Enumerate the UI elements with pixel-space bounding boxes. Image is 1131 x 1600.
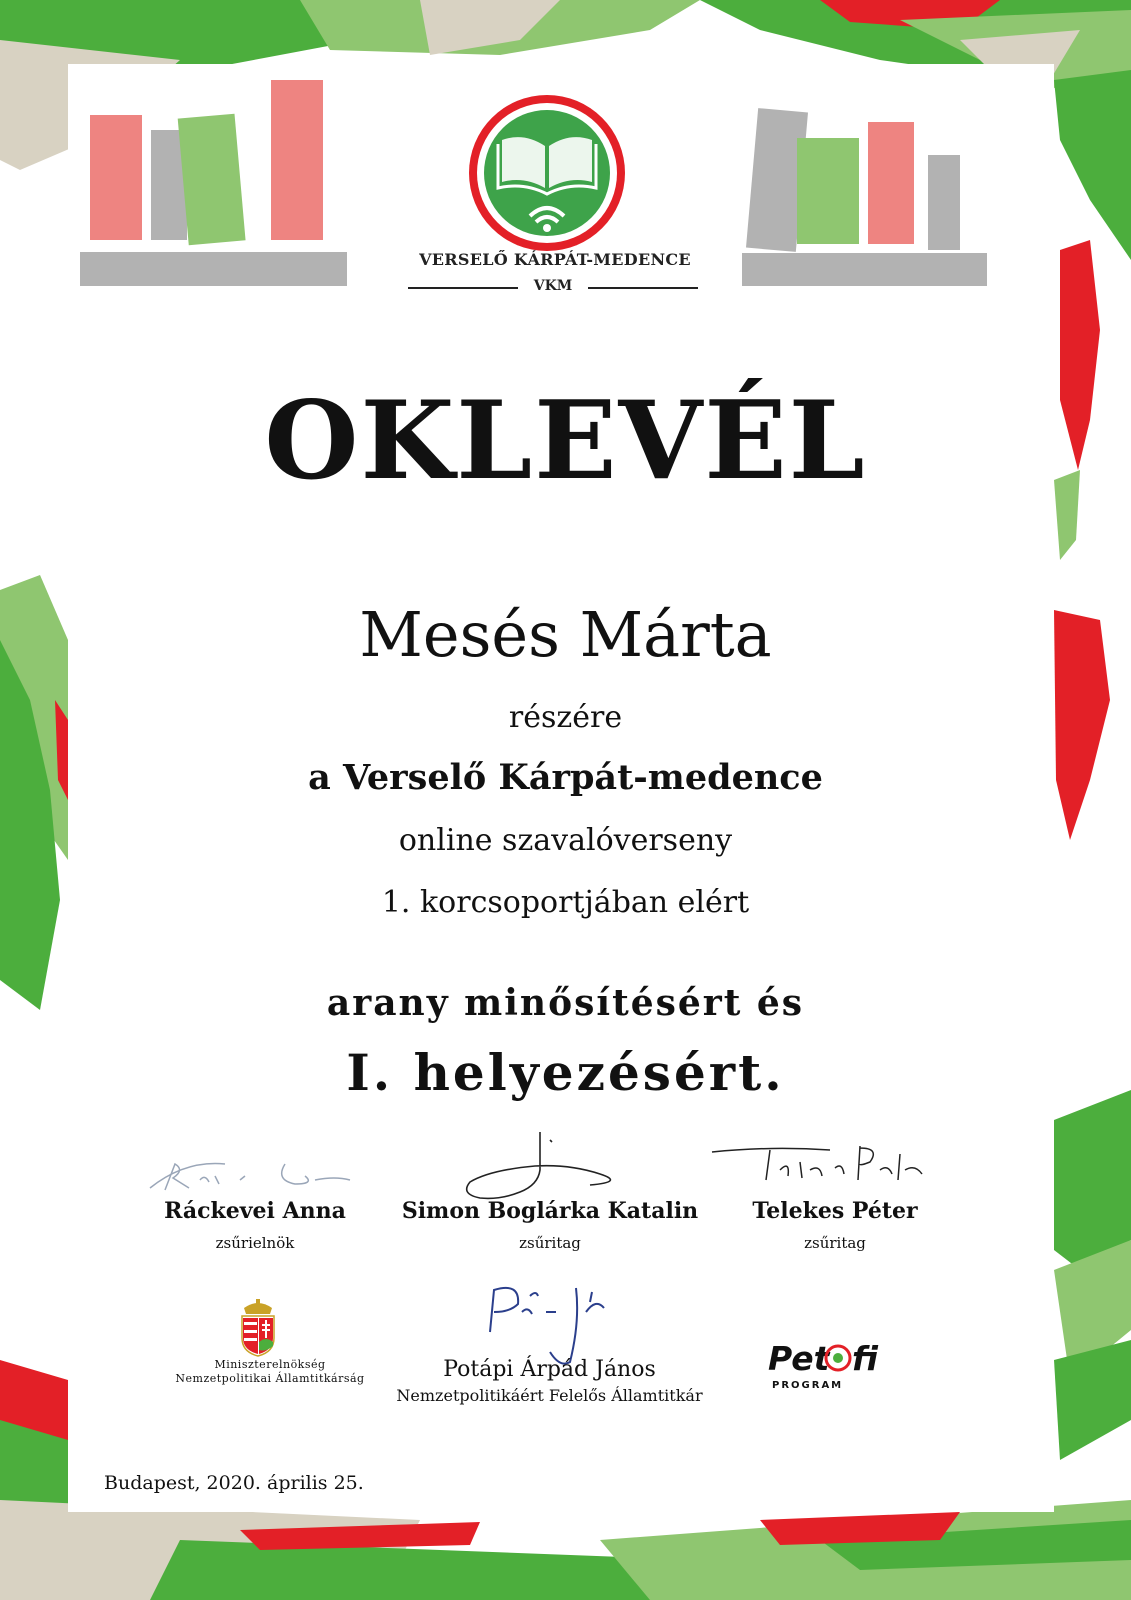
svg-text:fi: fi bbox=[852, 1339, 878, 1378]
signatory-role: zsűritag bbox=[519, 1234, 581, 1252]
signatory-3 bbox=[725, 1198, 945, 1252]
certificate-title: OKLEVÉL bbox=[264, 378, 867, 504]
ministry-line-2: Nemzetpolitikai Államtitkárság bbox=[175, 1372, 365, 1385]
award-line: arany minősítésért és bbox=[326, 982, 805, 1024]
text-line: a Verselő Kárpát-medence bbox=[308, 757, 823, 798]
logo-abbreviation: VKM bbox=[408, 278, 698, 294]
signatory-name: Simon Boglárka Katalin bbox=[401, 1198, 699, 1224]
placement-line: I. helyezésért. bbox=[346, 1043, 785, 1102]
svg-text:PROGRAM: PROGRAM bbox=[772, 1380, 844, 1391]
signatory-role: zsűrielnök bbox=[215, 1234, 295, 1252]
text-line: online szavalóverseny bbox=[398, 823, 733, 858]
ministry-line-1: Miniszterelnökség bbox=[214, 1358, 326, 1371]
date-place: Budapest, 2020. április 25. bbox=[104, 1472, 364, 1494]
signatory-role: zsűritag bbox=[804, 1234, 866, 1252]
text-line: 1. korcsoportjában elért bbox=[381, 885, 750, 920]
signature-1 bbox=[145, 1150, 355, 1200]
secretary-role: Nemzetpolitikáért Felelős Államtitkár bbox=[396, 1386, 703, 1405]
ministry-label bbox=[150, 1358, 390, 1386]
svg-text:Pet: Pet bbox=[768, 1339, 830, 1378]
petofi-program-logo bbox=[768, 1336, 903, 1396]
left-bookshelf-icon bbox=[80, 78, 350, 288]
signature-3 bbox=[710, 1140, 930, 1195]
signatory-1 bbox=[140, 1198, 370, 1252]
signatory-2 bbox=[390, 1198, 710, 1252]
signatory-name: Telekes Péter bbox=[752, 1198, 918, 1224]
secretary-name: Potápi Árpád János bbox=[443, 1357, 656, 1382]
recipient-name: Mesés Márta bbox=[359, 598, 772, 671]
logo-name: VERSELŐ KÁRPÁT-MEDENCE bbox=[419, 250, 691, 269]
right-bookshelf-icon bbox=[742, 100, 1012, 290]
signatory-name: Ráckevei Anna bbox=[164, 1198, 346, 1224]
text-line: részére bbox=[508, 700, 623, 735]
hungarian-coat-of-arms-icon bbox=[236, 1298, 280, 1358]
open-book-wifi-icon bbox=[462, 88, 632, 258]
secretary-block bbox=[372, 1357, 727, 1405]
